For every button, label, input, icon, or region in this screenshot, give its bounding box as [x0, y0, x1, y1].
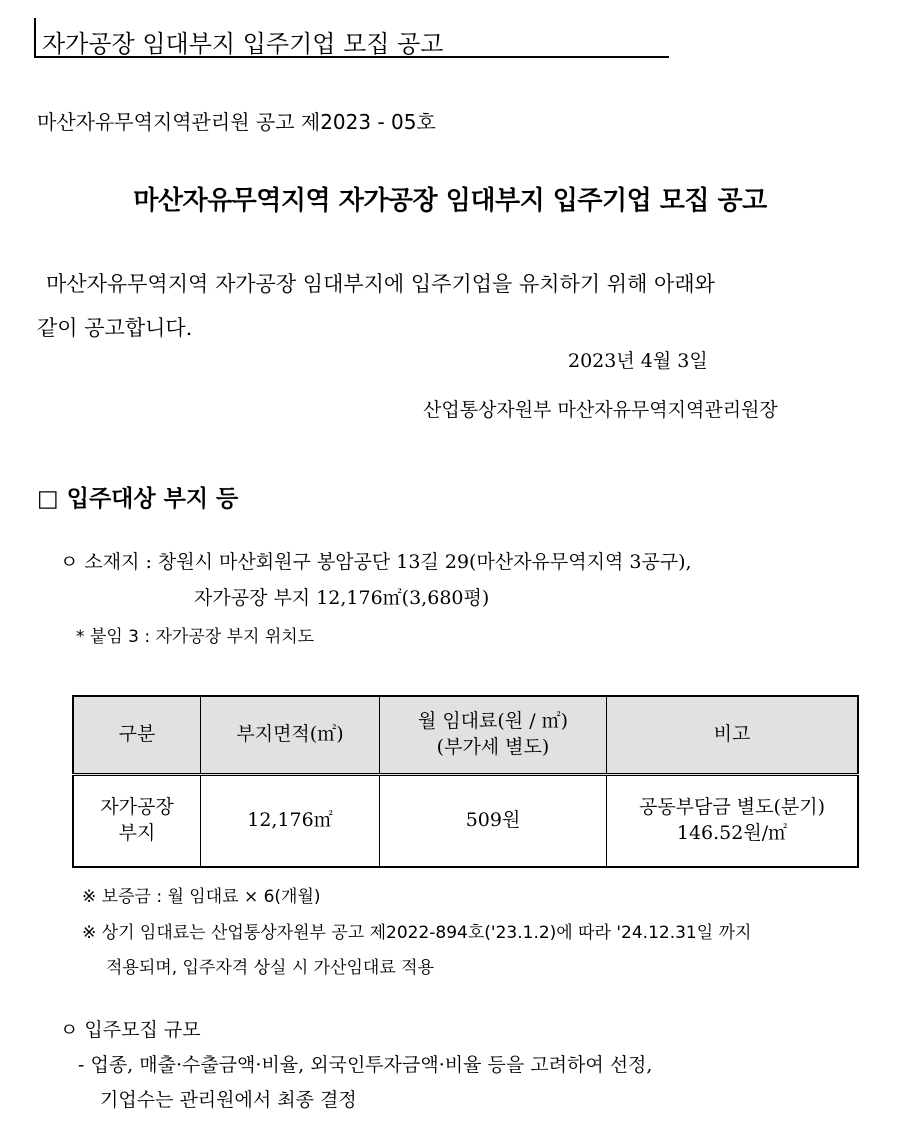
cell-remarks-line-1: 공동부담금 별도(분기)	[638, 796, 826, 819]
header-rent	[380, 696, 607, 775]
header-tag	[34, 18, 669, 58]
cell-remarks-line-2: 146.52원/㎡	[676, 822, 788, 844]
cell-category-line-1: 자가공장	[100, 796, 174, 819]
header-area: 부지면적(㎡)	[201, 696, 380, 775]
recruitment-heading: ㅇ 입주모집 규모	[60, 1019, 201, 1041]
recruitment-criteria-1: - 업종, 매출·수출금액·비율, 외국인투자금액·비율 등을 고려하여 선정,	[78, 1054, 653, 1076]
attachment-note: * 붙임 3 : 자가공장 부지 위치도	[76, 627, 315, 647]
cell-remarks	[607, 775, 859, 868]
header-rent-line-2: (부가세 별도)	[436, 736, 550, 758]
section-heading: □ 입주대상 부지 등	[37, 486, 239, 512]
notice-issuer: 산업통상자원부 마산자유무역지역관리원장	[423, 399, 778, 421]
cell-rent: 509원	[380, 775, 607, 868]
notice-reference: 마산자유무역지역관리원 공고 제2023 - 05호	[37, 110, 436, 134]
notice-date: 2023년 4월 3일	[568, 350, 708, 372]
location-line-1: ㅇ 소재지 : 창원시 마산회원구 봉암공단 13길 29(마산자유무역지역 3공구),	[60, 551, 692, 573]
cell-category-line-2: 부지	[118, 822, 156, 844]
lease-table	[72, 695, 859, 868]
deposit-note: ※ 보증금 : 월 임대료 × 6(개월)	[82, 887, 321, 907]
intro-line-1: 마산자유무역지역 자가공장 임대부지에 입주기업을 유치하기 위해 아래와	[46, 272, 715, 296]
header-remarks: 비고	[607, 696, 859, 775]
cell-area: 12,176㎡	[201, 775, 380, 868]
rent-basis-note-1: ※ 상기 임대료는 산업통상자원부 공고 제2022-894호('23.1.2)에 따라 '24.12.31일 까지	[82, 923, 752, 943]
rent-basis-note-2: 적용되며, 입주자격 상실 시 가산임대료 적용	[106, 958, 435, 978]
header-category: 구분	[73, 696, 201, 775]
intro-line-2: 같이 공고합니다.	[37, 316, 193, 340]
recruitment-criteria-2: 기업수는 관리원에서 최종 결정	[100, 1089, 357, 1111]
page-title: 마산자유무역지역 자가공장 임대부지 입주기업 모집 공고	[133, 186, 767, 216]
table-row	[73, 775, 858, 868]
header-rent-line-1: 월 임대료(원 / ㎡)	[417, 710, 569, 733]
cell-category	[73, 775, 201, 868]
table-header-row	[73, 696, 858, 775]
location-line-2: 자가공장 부지 12,176㎡(3,680평)	[194, 587, 490, 609]
header-tag-text: 자가공장 임대부지 입주기업 모집 공고	[42, 30, 444, 58]
